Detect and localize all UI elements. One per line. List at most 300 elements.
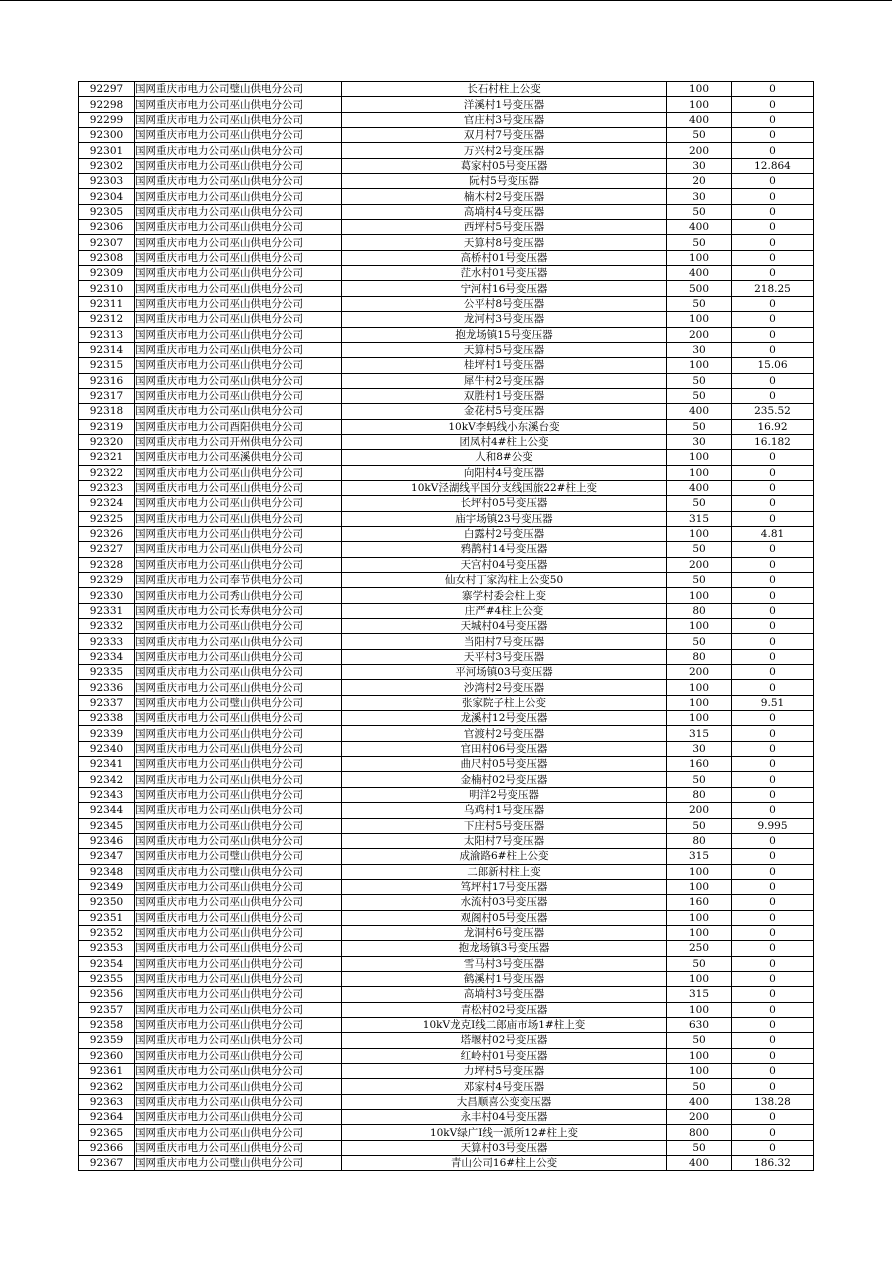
table-row <box>79 511 814 526</box>
company-cell: 国网重庆市电力公司巫山供电分公司 <box>135 956 342 971</box>
capacity-cell: 100 <box>667 97 732 112</box>
row-id-cell: 92341 <box>79 757 135 772</box>
company-cell: 国网重庆市电力公司巫山供电分公司 <box>135 1064 342 1079</box>
transformer-name-cell: 力坪村5号变压器 <box>342 1064 667 1079</box>
company-cell: 国网重庆市电力公司巫山供电分公司 <box>135 1094 342 1109</box>
transformer-name-cell: 永丰村04号变压器 <box>342 1110 667 1125</box>
table-row <box>79 235 814 250</box>
value-cell: 0 <box>732 1017 814 1032</box>
company-cell: 国网重庆市电力公司巫山供电分公司 <box>135 373 342 388</box>
company-cell: 国网重庆市电力公司巫山供电分公司 <box>135 480 342 495</box>
value-cell: 0 <box>732 680 814 695</box>
transformer-name-cell: 青松村02号变压器 <box>342 1002 667 1017</box>
capacity-cell: 50 <box>667 496 732 511</box>
table-row <box>79 496 814 511</box>
company-cell: 国网重庆市电力公司璧山供电分公司 <box>135 1156 342 1171</box>
capacity-cell: 315 <box>667 849 732 864</box>
transformer-name-cell: 茳水村01号变压器 <box>342 266 667 281</box>
capacity-cell: 100 <box>667 450 732 465</box>
company-cell: 国网重庆市电力公司巫山供电分公司 <box>135 680 342 695</box>
row-id-cell: 92340 <box>79 741 135 756</box>
company-cell: 国网重庆市电力公司巫山供电分公司 <box>135 726 342 741</box>
company-cell: 国网重庆市电力公司巫山供电分公司 <box>135 404 342 419</box>
capacity-cell: 100 <box>667 82 732 97</box>
transformer-table <box>78 81 814 1171</box>
company-cell: 国网重庆市电力公司巫山供电分公司 <box>135 987 342 1002</box>
table-row <box>79 526 814 541</box>
transformer-name-cell: 雪马村3号变压器 <box>342 956 667 971</box>
capacity-cell: 100 <box>667 910 732 925</box>
table-row <box>79 388 814 403</box>
company-cell: 国网重庆市电力公司巫山供电分公司 <box>135 112 342 127</box>
company-cell: 国网重庆市电力公司巫山供电分公司 <box>135 526 342 541</box>
row-id-cell: 92344 <box>79 803 135 818</box>
transformer-name-cell: 双胜村1号变压器 <box>342 388 667 403</box>
table-row <box>79 925 814 940</box>
table-row <box>79 312 814 327</box>
table-row <box>79 1110 814 1125</box>
value-cell: 0 <box>732 480 814 495</box>
row-id-cell: 92298 <box>79 97 135 112</box>
capacity-cell: 20 <box>667 174 732 189</box>
value-cell: 0 <box>732 588 814 603</box>
table-row <box>79 1079 814 1094</box>
capacity-cell: 100 <box>667 711 732 726</box>
capacity-cell: 50 <box>667 1140 732 1155</box>
transformer-name-cell: 长坪村05号变压器 <box>342 496 667 511</box>
capacity-cell: 50 <box>667 542 732 557</box>
capacity-cell: 200 <box>667 557 732 572</box>
transformer-name-cell: 10kV绿广I线一派所12#柱上变 <box>342 1125 667 1140</box>
row-id-cell: 92325 <box>79 511 135 526</box>
table-row <box>79 450 814 465</box>
row-id-cell: 92299 <box>79 112 135 127</box>
table-row <box>79 603 814 618</box>
table-row <box>79 358 814 373</box>
capacity-cell: 100 <box>667 925 732 940</box>
capacity-cell: 100 <box>667 1064 732 1079</box>
company-cell: 国网重庆市电力公司巫山供电分公司 <box>135 649 342 664</box>
table-row <box>79 910 814 925</box>
transformer-name-cell: 长石村柱上公变 <box>342 82 667 97</box>
table-row <box>79 1094 814 1109</box>
row-id-cell: 92319 <box>79 419 135 434</box>
row-id-cell: 92326 <box>79 526 135 541</box>
capacity-cell: 100 <box>667 695 732 710</box>
row-id-cell: 92329 <box>79 573 135 588</box>
transformer-name-cell: 寨学村委会柱上变 <box>342 588 667 603</box>
row-id-cell: 92352 <box>79 925 135 940</box>
table-row <box>79 342 814 357</box>
transformer-name-cell: 抱龙场镇3号变压器 <box>342 941 667 956</box>
table-row <box>79 849 814 864</box>
company-cell: 国网重庆市电力公司璧山供电分公司 <box>135 695 342 710</box>
company-cell: 国网重庆市电力公司巫山供电分公司 <box>135 97 342 112</box>
company-cell: 国网重庆市电力公司长寿供电分公司 <box>135 603 342 618</box>
transformer-name-cell: 阮村5号变压器 <box>342 174 667 189</box>
capacity-cell: 50 <box>667 573 732 588</box>
row-id-cell: 92324 <box>79 496 135 511</box>
capacity-cell: 80 <box>667 833 732 848</box>
table-row <box>79 833 814 848</box>
value-cell: 0 <box>732 250 814 265</box>
table-row <box>79 1156 814 1171</box>
value-cell: 0 <box>732 312 814 327</box>
transformer-name-cell: 向阳村4号变压器 <box>342 465 667 480</box>
capacity-cell: 100 <box>667 864 732 879</box>
row-id-cell: 92328 <box>79 557 135 572</box>
table-row <box>79 895 814 910</box>
table-row <box>79 1140 814 1155</box>
company-cell: 国网重庆市电力公司巫山供电分公司 <box>135 220 342 235</box>
page-top-border <box>0 0 892 1</box>
transformer-name-cell: 天算村5号变压器 <box>342 342 667 357</box>
capacity-cell: 50 <box>667 1033 732 1048</box>
row-id-cell: 92342 <box>79 772 135 787</box>
row-id-cell: 92303 <box>79 174 135 189</box>
row-id-cell: 92312 <box>79 312 135 327</box>
transformer-name-cell: 官田村06号变压器 <box>342 741 667 756</box>
table-row <box>79 174 814 189</box>
transformer-name-cell: 太阳村7号变压器 <box>342 833 667 848</box>
transformer-name-cell: 洋溪村1号变压器 <box>342 97 667 112</box>
transformer-name-cell: 观阁村05号变压器 <box>342 910 667 925</box>
row-id-cell: 92355 <box>79 971 135 986</box>
capacity-cell: 50 <box>667 818 732 833</box>
capacity-cell: 315 <box>667 511 732 526</box>
transformer-name-cell: 万兴村2号变压器 <box>342 143 667 158</box>
table-row <box>79 112 814 127</box>
value-cell: 0 <box>732 1048 814 1063</box>
row-id-cell: 92367 <box>79 1156 135 1171</box>
row-id-cell: 92365 <box>79 1125 135 1140</box>
capacity-cell: 200 <box>667 327 732 342</box>
table-row <box>79 588 814 603</box>
row-id-cell: 92331 <box>79 603 135 618</box>
row-id-cell: 92310 <box>79 281 135 296</box>
transformer-name-cell: 当阳村7号变压器 <box>342 634 667 649</box>
company-cell: 国网重庆市电力公司巫山供电分公司 <box>135 665 342 680</box>
capacity-cell: 250 <box>667 941 732 956</box>
table-row <box>79 941 814 956</box>
company-cell: 国网重庆市电力公司璧山供电分公司 <box>135 82 342 97</box>
company-cell: 国网重庆市电力公司巫山供电分公司 <box>135 465 342 480</box>
table-row <box>79 649 814 664</box>
company-cell: 国网重庆市电力公司巫山供电分公司 <box>135 388 342 403</box>
table-row <box>79 557 814 572</box>
table-row <box>79 281 814 296</box>
transformer-name-cell: 龙溪村12号变压器 <box>342 711 667 726</box>
table-row <box>79 619 814 634</box>
table-row <box>79 1048 814 1063</box>
transformer-name-cell: 青山公司16#柱上公变 <box>342 1156 667 1171</box>
row-id-cell: 92297 <box>79 82 135 97</box>
value-cell: 0 <box>732 956 814 971</box>
value-cell: 0 <box>732 327 814 342</box>
company-cell: 国网重庆市电力公司巫山供电分公司 <box>135 542 342 557</box>
capacity-cell: 315 <box>667 726 732 741</box>
capacity-cell: 50 <box>667 956 732 971</box>
transformer-name-cell: 邓家村4号变压器 <box>342 1079 667 1094</box>
transformer-name-cell: 天城村04号变压器 <box>342 619 667 634</box>
transformer-name-cell: 仙女村丁家沟柱上公变50 <box>342 573 667 588</box>
row-id-cell: 92323 <box>79 480 135 495</box>
company-cell: 国网重庆市电力公司巫山供电分公司 <box>135 879 342 894</box>
value-cell: 0 <box>732 1033 814 1048</box>
company-cell: 国网重庆市电力公司巫山供电分公司 <box>135 1002 342 1017</box>
value-cell: 0 <box>732 772 814 787</box>
capacity-cell: 400 <box>667 112 732 127</box>
company-cell: 国网重庆市电力公司开州供电分公司 <box>135 434 342 449</box>
value-cell: 0 <box>732 803 814 818</box>
table-row <box>79 772 814 787</box>
value-cell: 0 <box>732 82 814 97</box>
company-cell: 国网重庆市电力公司巫山供电分公司 <box>135 803 342 818</box>
table-row <box>79 143 814 158</box>
row-id-cell: 92301 <box>79 143 135 158</box>
capacity-cell: 50 <box>667 772 732 787</box>
company-cell: 国网重庆市电力公司巫山供电分公司 <box>135 204 342 219</box>
value-cell: 0 <box>732 757 814 772</box>
table-row <box>79 373 814 388</box>
value-cell: 4.81 <box>732 526 814 541</box>
value-cell: 15.06 <box>732 358 814 373</box>
capacity-cell: 50 <box>667 204 732 219</box>
transformer-name-cell: 红岭村01号变压器 <box>342 1048 667 1063</box>
value-cell: 0 <box>732 388 814 403</box>
table-row <box>79 158 814 173</box>
value-cell: 12.864 <box>732 158 814 173</box>
capacity-cell: 30 <box>667 741 732 756</box>
transformer-name-cell: 天算村8号变压器 <box>342 235 667 250</box>
capacity-cell: 315 <box>667 987 732 1002</box>
value-cell: 0 <box>732 879 814 894</box>
company-cell: 国网重庆市电力公司巫山供电分公司 <box>135 925 342 940</box>
transformer-name-cell: 楠木村2号变压器 <box>342 189 667 204</box>
transformer-name-cell: 笃坪村17号变压器 <box>342 879 667 894</box>
transformer-name-cell: 高桥村01号变压器 <box>342 250 667 265</box>
value-cell: 0 <box>732 496 814 511</box>
company-cell: 国网重庆市电力公司巫山供电分公司 <box>135 235 342 250</box>
row-id-cell: 92354 <box>79 956 135 971</box>
capacity-cell: 200 <box>667 1110 732 1125</box>
capacity-cell: 50 <box>667 419 732 434</box>
transformer-name-cell: 塔堰村02号变压器 <box>342 1033 667 1048</box>
value-cell: 0 <box>732 342 814 357</box>
row-id-cell: 92356 <box>79 987 135 1002</box>
transformer-name-cell: 曲尺村05号变压器 <box>342 757 667 772</box>
company-cell: 国网重庆市电力公司巫山供电分公司 <box>135 787 342 802</box>
value-cell: 0 <box>732 235 814 250</box>
row-id-cell: 92350 <box>79 895 135 910</box>
table-row <box>79 787 814 802</box>
capacity-cell: 100 <box>667 588 732 603</box>
company-cell: 国网重庆市电力公司奉节供电分公司 <box>135 573 342 588</box>
value-cell: 0 <box>732 112 814 127</box>
value-cell: 0 <box>732 189 814 204</box>
row-id-cell: 92317 <box>79 388 135 403</box>
company-cell: 国网重庆市电力公司巫山供电分公司 <box>135 128 342 143</box>
value-cell: 0 <box>732 941 814 956</box>
table-row <box>79 803 814 818</box>
transformer-name-cell: 人和8#公变 <box>342 450 667 465</box>
capacity-cell: 100 <box>667 250 732 265</box>
company-cell: 国网重庆市电力公司巫溪供电分公司 <box>135 450 342 465</box>
company-cell: 国网重庆市电力公司巫山供电分公司 <box>135 496 342 511</box>
company-cell: 国网重庆市电力公司巫山供电分公司 <box>135 757 342 772</box>
value-cell: 0 <box>732 1064 814 1079</box>
company-cell: 国网重庆市电力公司酉阳供电分公司 <box>135 419 342 434</box>
capacity-cell: 50 <box>667 1079 732 1094</box>
company-cell: 国网重庆市电力公司璧山供电分公司 <box>135 864 342 879</box>
table-row <box>79 97 814 112</box>
table-row <box>79 987 814 1002</box>
company-cell: 国网重庆市电力公司璧山供电分公司 <box>135 849 342 864</box>
value-cell: 186.32 <box>732 1156 814 1171</box>
value-cell: 0 <box>732 128 814 143</box>
table-row <box>79 204 814 219</box>
table-row <box>79 465 814 480</box>
transformer-name-cell: 白露村2号变压器 <box>342 526 667 541</box>
row-id-cell: 92315 <box>79 358 135 373</box>
row-id-cell: 92361 <box>79 1064 135 1079</box>
row-id-cell: 92351 <box>79 910 135 925</box>
transformer-name-cell: 天算村03号变压器 <box>342 1140 667 1155</box>
transformer-name-cell: 高埫村3号变压器 <box>342 987 667 1002</box>
table-row <box>79 864 814 879</box>
transformer-name-cell: 10kV李蚂线小东溪台变 <box>342 419 667 434</box>
row-id-cell: 92327 <box>79 542 135 557</box>
capacity-cell: 30 <box>667 434 732 449</box>
row-id-cell: 92334 <box>79 649 135 664</box>
capacity-cell: 400 <box>667 266 732 281</box>
table-row <box>79 879 814 894</box>
table-row <box>79 189 814 204</box>
row-id-cell: 92349 <box>79 879 135 894</box>
row-id-cell: 92364 <box>79 1110 135 1125</box>
capacity-cell: 50 <box>667 634 732 649</box>
transformer-name-cell: 龙河村3号变压器 <box>342 312 667 327</box>
table-row <box>79 419 814 434</box>
value-cell: 0 <box>732 833 814 848</box>
row-id-cell: 92330 <box>79 588 135 603</box>
value-cell: 0 <box>732 511 814 526</box>
table-row <box>79 266 814 281</box>
company-cell: 国网重庆市电力公司巫山供电分公司 <box>135 1048 342 1063</box>
transformer-name-cell: 张家院子柱上公变 <box>342 695 667 710</box>
transformer-name-cell: 10kV泾湖线平国分支线国旅22#柱上变 <box>342 480 667 495</box>
transformer-name-cell: 官渡村2号变压器 <box>342 726 667 741</box>
capacity-cell: 400 <box>667 480 732 495</box>
table-row <box>79 1125 814 1140</box>
company-cell: 国网重庆市电力公司巫山供电分公司 <box>135 174 342 189</box>
capacity-cell: 80 <box>667 649 732 664</box>
row-id-cell: 92343 <box>79 787 135 802</box>
transformer-name-cell: 水流村03号变压器 <box>342 895 667 910</box>
capacity-cell: 200 <box>667 665 732 680</box>
capacity-cell: 50 <box>667 296 732 311</box>
transformer-name-cell: 团凤村4#柱上公变 <box>342 434 667 449</box>
row-id-cell: 92316 <box>79 373 135 388</box>
table-row <box>79 82 814 97</box>
row-id-cell: 92338 <box>79 711 135 726</box>
company-cell: 国网重庆市电力公司巫山供电分公司 <box>135 327 342 342</box>
company-cell: 国网重庆市电力公司巫山供电分公司 <box>135 358 342 373</box>
transformer-name-cell: 葛家村05号变压器 <box>342 158 667 173</box>
value-cell: 0 <box>732 634 814 649</box>
capacity-cell: 200 <box>667 143 732 158</box>
row-id-cell: 92348 <box>79 864 135 879</box>
row-id-cell: 92357 <box>79 1002 135 1017</box>
value-cell: 0 <box>732 895 814 910</box>
table-row <box>79 680 814 695</box>
transformer-name-cell: 乌鸡村1号变压器 <box>342 803 667 818</box>
transformer-name-cell: 桂坪村1号变压器 <box>342 358 667 373</box>
row-id-cell: 92359 <box>79 1033 135 1048</box>
table-row <box>79 480 814 495</box>
capacity-cell: 400 <box>667 220 732 235</box>
transformer-name-cell: 天平村3号变压器 <box>342 649 667 664</box>
table-row <box>79 634 814 649</box>
table-row <box>79 711 814 726</box>
value-cell: 0 <box>732 220 814 235</box>
transformer-name-cell: 宁河村16号变压器 <box>342 281 667 296</box>
table-row <box>79 971 814 986</box>
row-id-cell: 92353 <box>79 941 135 956</box>
row-id-cell: 92332 <box>79 619 135 634</box>
value-cell: 0 <box>732 711 814 726</box>
transformer-name-cell: 二郎新村柱上变 <box>342 864 667 879</box>
capacity-cell: 100 <box>667 619 732 634</box>
transformer-name-cell: 大昌顺喜公变变压器 <box>342 1094 667 1109</box>
value-cell: 0 <box>732 971 814 986</box>
row-id-cell: 92360 <box>79 1048 135 1063</box>
company-cell: 国网重庆市电力公司巫山供电分公司 <box>135 895 342 910</box>
company-cell: 国网重庆市电力公司巫山供电分公司 <box>135 772 342 787</box>
company-cell: 国网重庆市电力公司巫山供电分公司 <box>135 266 342 281</box>
capacity-cell: 100 <box>667 1002 732 1017</box>
row-id-cell: 92366 <box>79 1140 135 1155</box>
capacity-cell: 100 <box>667 465 732 480</box>
table-row <box>79 250 814 265</box>
row-id-cell: 92345 <box>79 818 135 833</box>
row-id-cell: 92318 <box>79 404 135 419</box>
table-body <box>79 82 814 1171</box>
value-cell: 0 <box>732 726 814 741</box>
capacity-cell: 100 <box>667 1048 732 1063</box>
value-cell: 0 <box>732 619 814 634</box>
table-row <box>79 818 814 833</box>
row-id-cell: 92308 <box>79 250 135 265</box>
company-cell: 国网重庆市电力公司巫山供电分公司 <box>135 1079 342 1094</box>
value-cell: 0 <box>732 649 814 664</box>
table-row <box>79 757 814 772</box>
value-cell: 0 <box>732 542 814 557</box>
row-id-cell: 92333 <box>79 634 135 649</box>
row-id-cell: 92335 <box>79 665 135 680</box>
capacity-cell: 400 <box>667 1156 732 1171</box>
company-cell: 国网重庆市电力公司巫山供电分公司 <box>135 296 342 311</box>
company-cell: 国网重庆市电力公司巫山供电分公司 <box>135 158 342 173</box>
transformer-name-cell: 平河场镇03号变压器 <box>342 665 667 680</box>
value-cell: 0 <box>732 1125 814 1140</box>
value-cell: 0 <box>732 373 814 388</box>
capacity-cell: 160 <box>667 757 732 772</box>
value-cell: 235.52 <box>732 404 814 419</box>
value-cell: 0 <box>732 204 814 219</box>
table-row <box>79 1017 814 1032</box>
company-cell: 国网重庆市电力公司秀山供电分公司 <box>135 588 342 603</box>
